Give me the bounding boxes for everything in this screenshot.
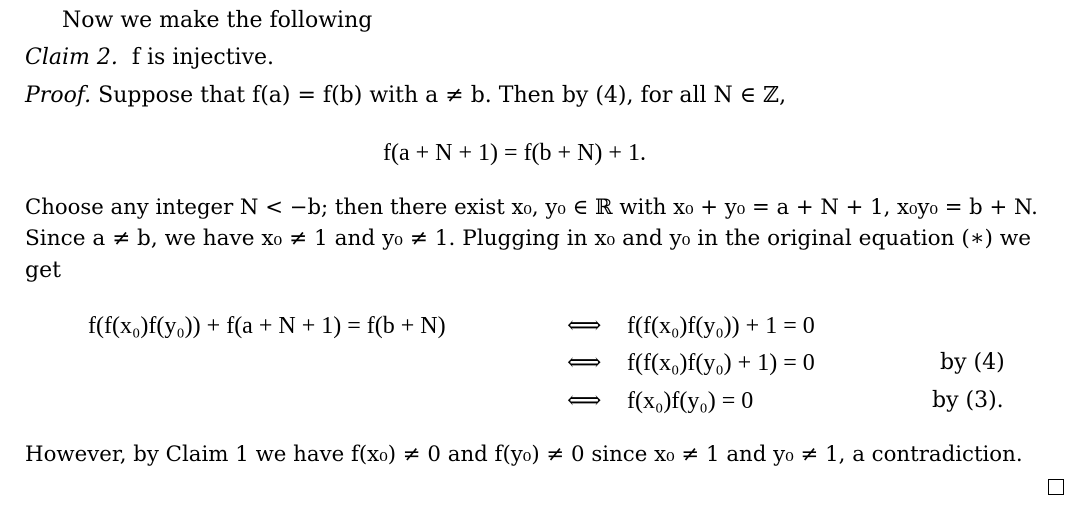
display-equation: f(a + N + 1) = f(b + N) + 1. [383,140,646,166]
claim-statement [25,44,274,72]
aligned-lhs: f(f(x₀)f(y₀)) + f(a + N + 1) = f(b + N) [88,313,446,339]
aligned-rhs-1: f(f(x₀)f(y₀)) + 1 = 0 [627,313,815,339]
justification-2: by (4) [940,350,1005,375]
iff-arrow-1: ⟺ [567,313,602,339]
aligned-rhs-3: f(x₀)f(y₀) = 0 [627,388,754,414]
proof-text: Suppose that f(a) = f(b) with a ≠ b. Then by (4), for all N ∈ ℤ, [98,83,787,108]
paragraph-line-2: Since a ≠ b, we have x₀ ≠ 1 and y₀ ≠ 1. Plugging in x₀ and y₀ in the original equation (∗) we [25,226,1032,251]
qed-box-icon [1048,479,1064,495]
claim-label: Claim 2. [25,45,118,70]
intro-text: Now we make the following [62,8,373,33]
proof-label: Proof. [25,83,92,108]
proof-start [25,82,786,110]
iff-arrow-3: ⟺ [567,388,602,414]
conclusion-text: However, by Claim 1 we have f(x₀) ≠ 0 and f(y₀) ≠ 0 since x₀ ≠ 1 and y₀ ≠ 1, a contradiction. [25,442,1023,467]
paragraph-line-3: get [25,258,61,283]
justification-3: by (3). [932,388,1004,413]
claim-text: f is injective. [131,45,275,70]
iff-arrow-2: ⟺ [567,350,602,376]
aligned-rhs-2: f(f(x₀)f(y₀) + 1) = 0 [627,350,815,376]
paragraph-line-1: Choose any integer N < −b; then there exist x₀, y₀ ∈ ℝ with x₀ + y₀ = a + N + 1, x₀y₀ = b + N. [25,194,1038,219]
